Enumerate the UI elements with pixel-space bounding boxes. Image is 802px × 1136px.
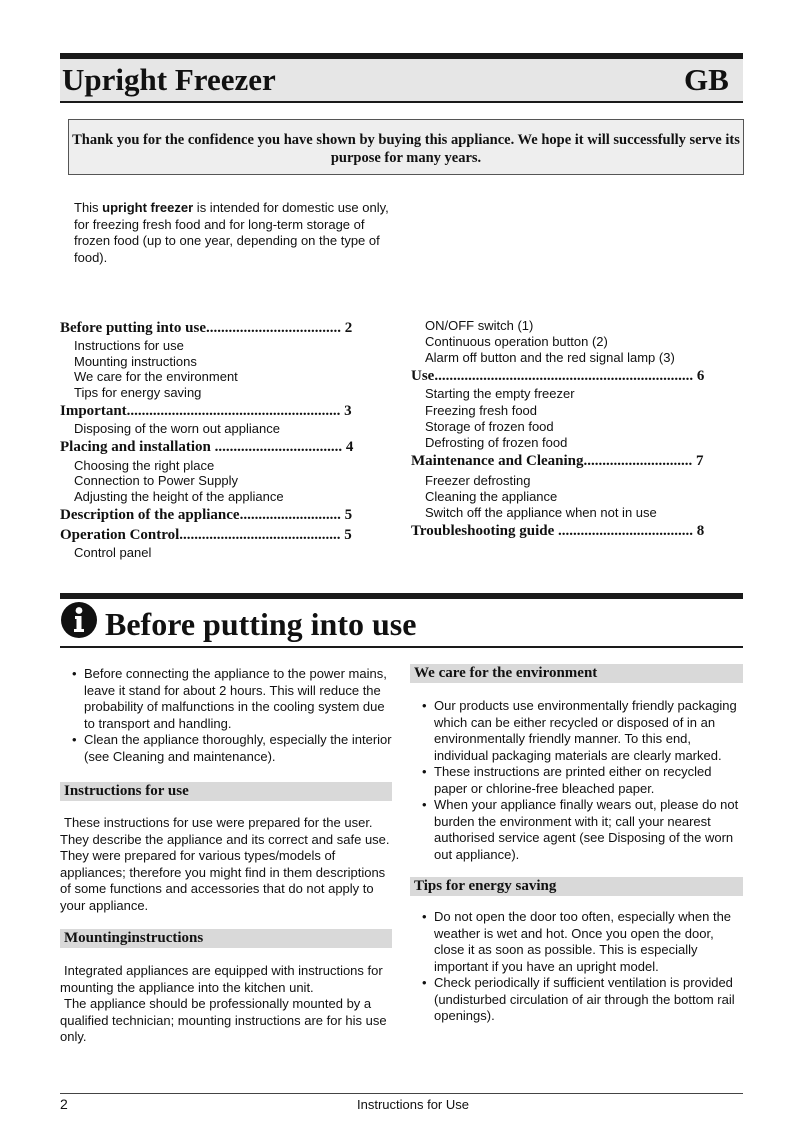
toc-sub-continuous: Continuous operation button (2) (425, 334, 608, 349)
toc-sub-energy: Tips for energy saving (74, 384, 202, 400)
toc-sub-instructions: Instructions for use (74, 338, 184, 353)
mounting-text-2: The appliance should be professionally mounted by a qualified technician; mounting instructions are for his use only. (60, 996, 387, 1044)
toc-sub-control-panel: Control panel (74, 545, 152, 560)
toc-sub-starting: Starting the empty freezer (425, 386, 575, 401)
environment-bullet-list (410, 698, 743, 863)
toc-sub-freezing: Freezing fresh food (425, 403, 538, 418)
intro-text-start: This (74, 200, 103, 215)
toc-entry-maintenance: Maintenance and Cleaning............................. 7 (411, 453, 704, 469)
toc-entry-placing: Placing and installation .................................. 4 (60, 438, 354, 455)
toc-sub-storage: Storage of frozen food (425, 419, 554, 434)
intro-paragraph (74, 200, 394, 266)
toc-sub-environment: We care for the environment (74, 369, 238, 384)
list-item: • These instructions are printed either on recycled paper or chlorine-free bleached paper. (420, 764, 743, 797)
toc-sub-height: Adjusting the height of the appliance (74, 489, 284, 504)
energy-heading: Tips for energy saving (410, 877, 743, 896)
toc-entry-use: Use..................................................................... 6 (411, 368, 705, 384)
toc-right-column (411, 318, 751, 541)
intro-text-end: is intended for domestic use only, for freezing fresh food and for long-term storage of frozen food (up to one year, depending on the type of food). (74, 200, 389, 265)
section-title: Before putting into use (105, 606, 417, 642)
toc-sub-defrosting: Defrosting of frozen food (425, 435, 568, 450)
page-title: Upright Freezer (62, 62, 276, 97)
list-item: • Check periodically if sufficient ventilation is provided (undisturbed circulation of air through the bottom rail openings). (420, 975, 743, 1025)
list-item: • Clean the appliance thoroughly, especially the interior (see Cleaning and maintenance). (70, 732, 392, 765)
toc-entry-operation: Operation Control........................................... 5 (60, 527, 352, 543)
toc-sub-switch-off: Switch off the appliance when not in use (425, 505, 657, 520)
list-item: • Do not open the door too often, especially when the weather is wet and hot. Once you open the door, close it as soon as possible. This is especially important if you have an upright model. (420, 909, 743, 975)
right-column (410, 664, 743, 1025)
intro-bullet-list (60, 666, 392, 765)
section-top-bar (60, 593, 743, 599)
left-column (60, 666, 392, 1046)
toc-sub-alarm: Alarm off button and the red signal lamp (3) (425, 350, 675, 365)
toc-sub-right-place: Choosing the right place (74, 457, 215, 473)
toc-entry-important: Important......................................................... 3 (60, 402, 352, 419)
list-item: • When your appliance finally wears out, please do not burden the environment with it; call your nearest authorised service agent (see Disposing of the worn out appliance). (420, 797, 743, 863)
toc-sub-disposing: Disposing of the worn out appliance (74, 420, 280, 436)
footer-rule (60, 1093, 743, 1094)
mounting-text-1: Integrated appliances are equipped with instructions for mounting the appliance into the kitchen unit. (60, 963, 383, 995)
toc-sub-on-off: ON/OFF switch (1) (425, 318, 534, 333)
instructions-text: These instructions for use were prepared for the user. They describe the appliance and its correct and safe use. They were prepared for various types/models of appliances; therefore you might find in them descriptions of some functions and accessories that do not apply to your appliance. (60, 815, 390, 913)
title-rule (60, 101, 743, 103)
toc-left-column (60, 318, 400, 561)
toc-entry-before-use: Before putting into use.................................... 2 (60, 320, 353, 336)
list-item: • Our products use environmentally friendly packaging which can be either recycled or disposed of in an environmentally friendly manner. To this end, individual packaging materials are clearly marked. (420, 698, 743, 764)
energy-bullet-list (410, 909, 743, 1025)
page-number: 2 (60, 1096, 68, 1112)
toc-sub-freezer-defrosting: Freezer defrosting (425, 473, 531, 488)
section-rule (60, 646, 743, 648)
list-item: • Before connecting the appliance to the power mains, leave it stand for about 2 hours. This will reduce the probability of malfunctions in the cooling system due to transport and handling. (70, 666, 392, 732)
toc-entry-description: Description of the appliance........................... 5 (60, 507, 353, 523)
thank-you-box: Thank you for the confidence you have shown by buying this appliance. We hope it will successfully serve its purpose for many years. (68, 119, 744, 175)
info-icon (60, 601, 98, 639)
environment-heading: We care for the environment (410, 664, 743, 683)
language-code: GB (684, 62, 729, 97)
intro-product-name: upright freezer (102, 200, 194, 215)
instructions-heading: Instructions for use (60, 782, 392, 801)
toc-sub-power-supply: Connection to Power Supply (74, 473, 239, 488)
footer-text: Instructions for Use (357, 1097, 469, 1112)
toc-entry-troubleshooting: Troubleshooting guide .................................... 8 (411, 523, 705, 539)
toc-sub-mounting: Mounting instructions (74, 353, 197, 369)
mounting-heading: Mountinginstructions (60, 929, 392, 948)
toc-sub-cleaning: Cleaning the appliance (425, 489, 558, 504)
